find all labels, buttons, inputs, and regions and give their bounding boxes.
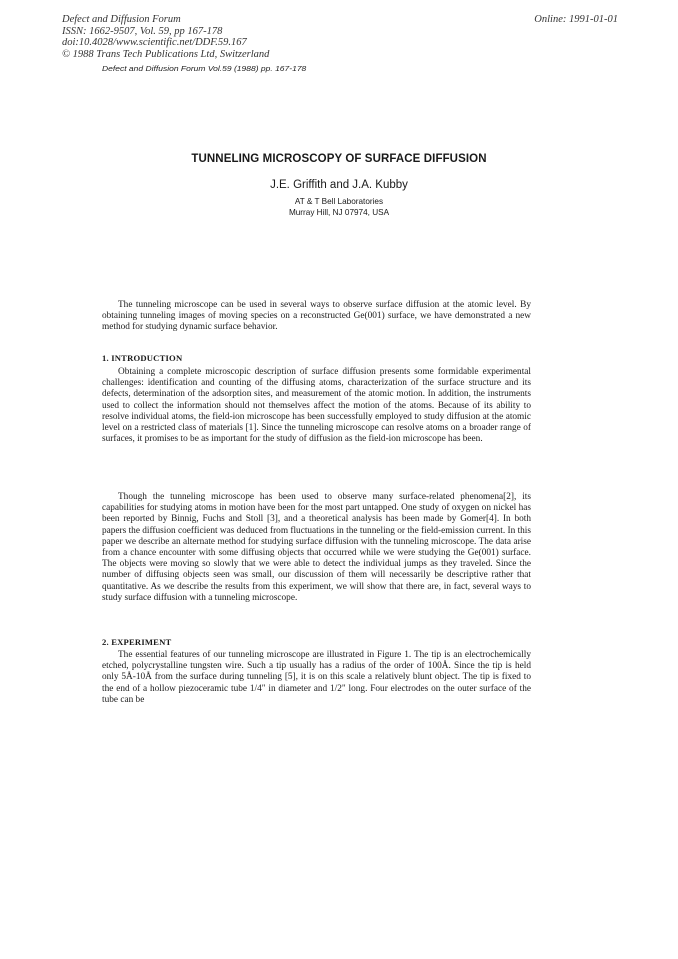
abstract — [102, 300, 531, 334]
abstract-text: The tunneling microscope can be used in several ways to observe surface diffusion at the atomic level. By obtaining tunneling images of moving species on a reconstructed Ge(001) surface, we have demonstrated a new method for studying dynamic surface behavior. — [102, 300, 531, 333]
paragraph-text: The essential features of our tunneling microscope are illustrated in Figure 1. The tip is an electrochemically etched, polycrystalline tungsten wire. Such a tip usually has a radius of the order of 100Å. Since the tip is held only 5Å-10Å from the surface during tunneling [5], it is on this scale a relatively blunt object. The tip is fixed to the end of a hollow piezoceramic tube 1/4" in diameter and 1/2" long. Four electrodes on the outer surface of the tube can be — [102, 650, 531, 705]
publication-info — [62, 14, 269, 60]
issn-line: ISSN: 1662-9507, Vol. 59, pp 167-178 — [62, 25, 223, 37]
introduction-paragraph-1 — [102, 367, 531, 445]
running-head: Defect and Diffusion Forum Vol.59 (1988) pp. 167-178 — [102, 64, 307, 73]
introduction-paragraph-2 — [102, 492, 531, 604]
section-heading-experiment: 2. EXPERIMENT — [102, 637, 172, 647]
paper-authors: J.E. Griffith and J.A. Kubby — [270, 179, 408, 191]
paper-title: TUNNELING MICROSCOPY OF SURFACE DIFFUSION — [191, 153, 487, 165]
copyright-line: © 1988 Trans Tech Publications Ltd, Switzerland — [62, 48, 270, 60]
journal-name: Defect and Diffusion Forum — [62, 14, 181, 25]
paragraph-text: Obtaining a complete microscopic description of surface diffusion presents some formidable experimental challenges: identification and counting of the diffusing atoms, characterization of the surface structure and its defects, determination of the adsorption sites, and measurement of the atomic motion. In addition, the instruments used to collect the information should not themselves affect the motion of the atoms. Because of its ability to resolve individual atoms, the field-ion microscope has been successfully employed to study diffusion at the atomic level on a restricted class of materials [1]. Since the tunneling microscope can resolve atoms on a broader range of surfaces, it promises to be as important for the study of diffusion as the field-ion microscope has been. — [102, 367, 531, 445]
online-date: Online: 1991-01-01 — [534, 14, 618, 25]
paragraph-text: Though the tunneling microscope has been used to observe many surface-related phenomena[2], its capabilities for studying atoms in motion have been for the most part untapped. One study of oxygen on nickel has been reported by Binnig, Fuchs and Stoll [3], and a theoretical analysis has been made by Gomer[4]. In both papers the diffusion coefficient was deduced from fluctuations in the tunneling or the field-emission current. In this paper we describe an alternate method for studying surface diffusion with the tunneling microscope. The data arise from a chance encounter with some diffusing objects that occurred while we were studying the Ge(001) surface. The objects were moving so slowly that we were able to detect the individual jumps as they traveled. Since the number of diffusing objects seen was small, our discussion of them will necessarily be descriptive rather that quantitative. As we describe the results from this experiment, we will show that there are, in fact, several ways to study surface diffusion with a tunneling microscope. — [102, 492, 532, 603]
section-heading-introduction: 1. INTRODUCTION — [102, 353, 183, 363]
affiliation-org: AT & T Bell Laboratories — [294, 197, 384, 206]
experiment-paragraph-1 — [102, 650, 531, 706]
affiliation-address: Murray Hill, NJ 07974, USA — [288, 208, 390, 217]
doi-line[interactable]: doi:10.4028/www.scientific.net/DDF.59.167 — [62, 37, 247, 49]
